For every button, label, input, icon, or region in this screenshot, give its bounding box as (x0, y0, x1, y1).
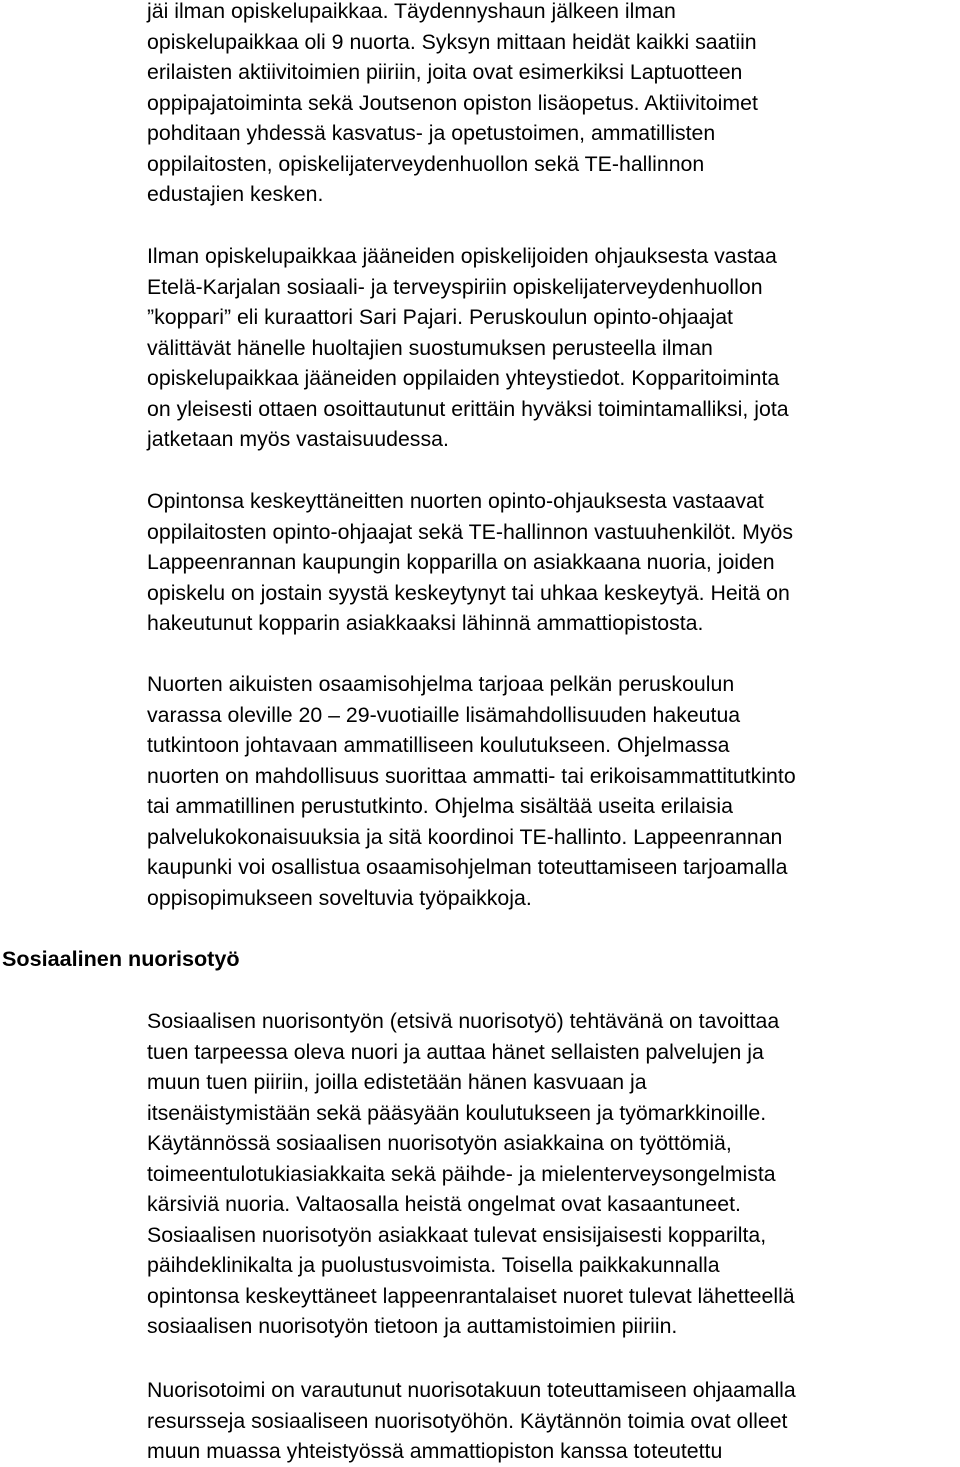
paragraph-osaamisohjelma (147, 669, 959, 913)
text-line: muun muassa yhteistyössä ammattiopiston kanssa toteutettu (147, 1439, 723, 1463)
text-line: Opintonsa keskeyttäneitten nuorten opinto-ohjauksesta vastaavat (147, 489, 764, 513)
text-line: Käytännössä sosiaalisen nuorisotyön asiakkaina on työttömiä, (147, 1131, 732, 1155)
text-line: oppipajatoiminta sekä Joutsenon opiston lisäopetus. Aktiivitoimet (147, 90, 758, 115)
text-line: nuorten on mahdollisuus suorittaa ammatti- tai erikoisammattitutkinto (147, 763, 796, 788)
text-line: Ilman opiskelupaikkaa jääneiden opiskelijoiden ohjauksesta vastaa (147, 244, 777, 268)
text-line: erilaisten aktiivitoimien piiriin, joita ovat esimerkiksi Laptuotteen (147, 60, 743, 84)
text-line: muun tuen piiriin, joilla edistetään hänen kasvuaan ja (147, 1070, 647, 1094)
text-line: Sosiaalisen nuorisotyön asiakkaat tulevat ensisijaisesti kopparilta, (147, 1222, 767, 1247)
section-heading: Sosiaalinen nuorisotyö (2, 946, 240, 971)
text-line: kaupunki voi osallistua osaamisohjelman toteuttamiseen tarjoamalla (147, 855, 788, 879)
text-line: Nuorten aikuisten osaamisohjelma tarjoaa pelkän peruskoulun (147, 672, 735, 696)
text-line: toimeentulotukiasiakkaita sekä päihde- ja mielenterveysongelmista (147, 1161, 776, 1186)
text-line: tutkintoon johtavaan ammatilliseen koulutukseen. Ohjelmassa (147, 733, 730, 757)
text-line: itsenäistymistään sekä pääsyään koulutukseen ja työmarkkinoille. (147, 1100, 767, 1125)
text-line: tuen tarpeessa oleva nuori ja auttaa hänet sellaisten palvelujen ja (147, 1039, 764, 1064)
paragraph-aktiivitoimet (147, 0, 959, 210)
text-line: oppisopimukseen soveltuvia työpaikkoja. (147, 885, 532, 910)
text-line: opintonsa keskeyttäneet lappeenrantalaiset nuoret tulevat lähetteellä (147, 1283, 795, 1308)
paragraph-sosiaalinen-nuorisotyo (147, 1006, 959, 1342)
text-line: pohditaan yhdessä kasvatus- ja opetustoimen, ammatillisten (147, 121, 716, 145)
text-line: palvelukokonaisuuksia ja sitä koordinoi TE-hallinto. Lappeenrannan (147, 824, 783, 849)
text-line: sosiaalisen nuorisotyön tietoon ja auttamistoimien piiriin. (147, 1314, 678, 1338)
text-line: Lappeenrannan kaupungin kopparilla on asiakkaana nuoria, joiden (147, 550, 775, 574)
paragraph-nuorisotakuu (147, 1375, 959, 1467)
text-line: opiskelupaikkaa jääneiden oppilaiden yhteystiedot. Kopparitoiminta (147, 366, 780, 390)
text-line: Sosiaalisen nuorisontyön (etsivä nuorisotyö) tehtävänä on tavoittaa (147, 1009, 780, 1033)
text-line: on yleisesti ottaen osoittautunut erittäin hyväksi toimintamalliksi, jota (147, 396, 789, 421)
text-line: jatketaan myös vastaisuudessa. (147, 427, 449, 451)
text-line: resursseja sosiaaliseen nuorisotyöhön. Käytännön toimia ovat olleet (147, 1408, 788, 1433)
text-line: Etelä-Karjalan sosiaali- ja terveyspiriin opiskelijaterveydenhuollon (147, 274, 763, 299)
text-line: välittävät hänelle huoltajien suostumuksen perusteella ilman (147, 335, 713, 360)
text-line: Nuorisotoimi on varautunut nuorisotakuun toteuttamiseen ohjaamalla (147, 1378, 796, 1402)
text-line: opiskelu on jostain syystä keskeytynyt tai uhkaa keskeytyä. Heitä on (147, 580, 790, 605)
paragraph-koppari (147, 241, 959, 455)
text-line: oppilaitosten, opiskelijaterveydenhuollon sekä TE-hallinnon (147, 151, 705, 176)
text-line: varassa oleville 20 – 29-vuotiaille lisämahdollisuuden hakeutua (147, 702, 741, 727)
text-line: päihdeklinikalta ja puolustusvoimista. Toisella paikkakunnalla (147, 1253, 720, 1277)
text-line: ”koppari” eli kuraattori Sari Pajari. Peruskoulun opinto-ohjaajat (147, 305, 733, 329)
text-line: tai ammatillinen perustutkinto. Ohjelma sisältää useita erilaisia (147, 794, 733, 818)
text-line: opiskelupaikkaa oli 9 nuorta. Syksyn mittaan heidät kaikki saatiin (147, 29, 757, 54)
text-line: oppilaitosten opinto-ohjaajat sekä TE-hallinnon vastuuhenkilöt. Myös (147, 519, 794, 544)
text-line: hakeutunut kopparin asiakkaaksi lähinnä ammattiopistosta. (147, 611, 704, 635)
text-line: jäi ilman opiskelupaikkaa. Täydennyshaun jälkeen ilman (147, 0, 676, 23)
text-line: kärsiviä nuoria. Valtaosalla heistä ongelmat ovat kasaantuneet. (147, 1192, 741, 1216)
text-line: edustajien kesken. (147, 182, 324, 206)
paragraph-opinto-ohjaus (147, 486, 959, 639)
